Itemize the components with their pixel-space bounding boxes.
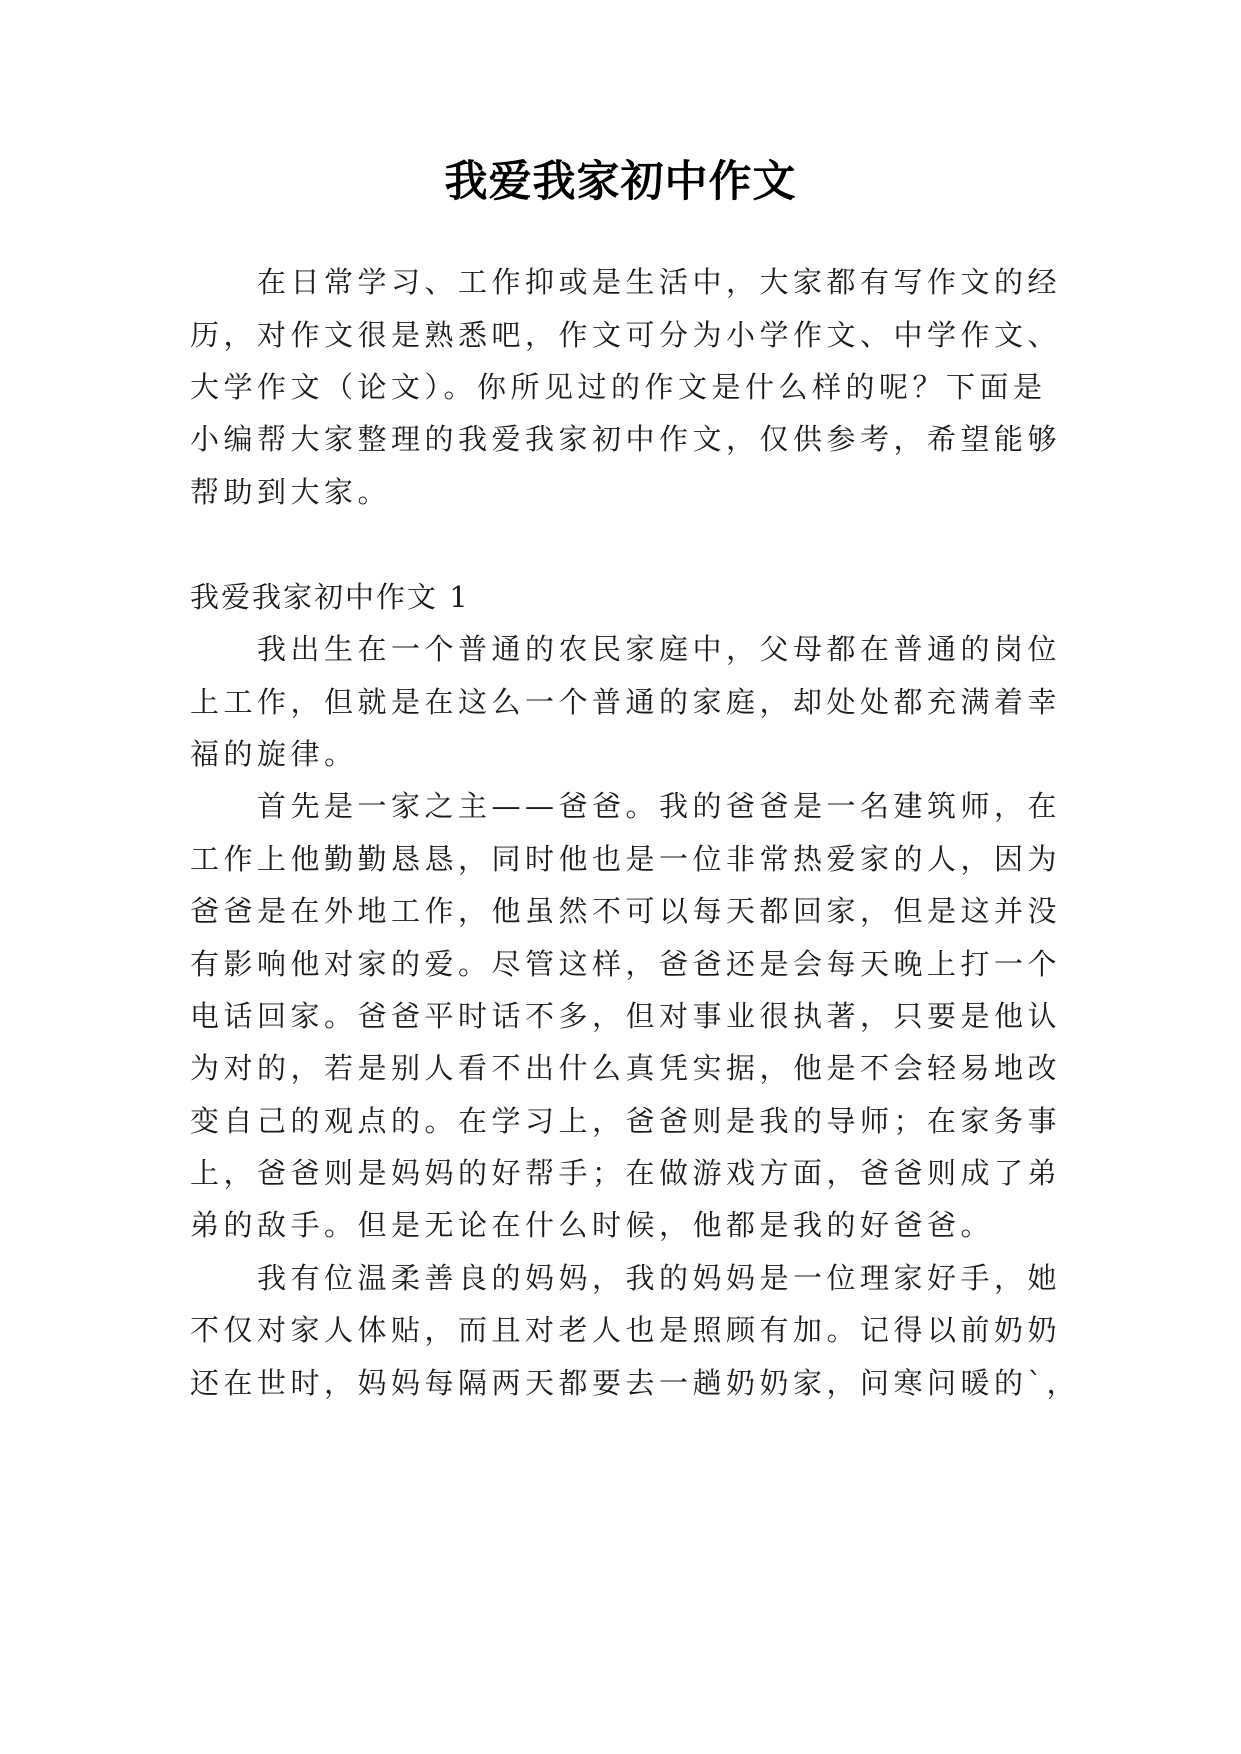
paragraph-line: 爸爸是在外地工作，他虽然不可以每天都回家，但是这并没 (190, 894, 1062, 928)
paragraph-line: 首先是一家之主——爸爸。我的爸爸是一名建筑师，在 (257, 789, 1062, 823)
intro-line: 大学作文（论文）。你所见过的作文是什么样的呢？下面是 (190, 370, 1047, 404)
paragraph-line: 有影响他对家的爱。尽管这样，爸爸还是会每天晚上打一个 (190, 947, 1062, 981)
intro-line: 小编帮大家整理的我爱我家初中作文，仅供参考，希望能够 (190, 422, 1062, 456)
paragraph-line: 为对的，若是别人看不出什么真凭实据，他是不会轻易地改 (190, 1051, 1062, 1085)
paragraph-line: 不仅对家人体贴，而且对老人也是照顾有加。记得以前奶奶 (190, 1313, 1062, 1347)
paragraph-line: 我出生在一个普通的农民家庭中，父母都在普通的岗位 (257, 632, 1062, 666)
paragraph-line: 弟的敌手。但是无论在什么时候，他都是我的好爸爸。 (190, 1208, 995, 1242)
paragraph-line: 我有位温柔善良的妈妈，我的妈妈是一位理家好手，她 (257, 1261, 1062, 1295)
paragraph-line: 还在世时，妈妈每隔两天都要去一趟奶奶家，问寒问暖的`， (190, 1366, 1081, 1400)
intro-line: 帮助到大家。 (190, 475, 392, 509)
paragraph-line: 变自己的观点的。在学习上，爸爸则是我的导师；在家务事 (190, 1104, 1062, 1138)
paragraph-line: 工作上他勤勤恳恳，同时他也是一位非常热爱家的人，因为 (190, 842, 1062, 876)
paragraph-line: 电话回家。爸爸平时话不多，但对事业很执著，只要是他认 (190, 999, 1062, 1033)
paragraph-line: 上，爸爸则是妈妈的好帮手；在做游戏方面，爸爸则成了弟 (190, 1156, 1062, 1190)
intro-line: 在日常学习、工作抑或是生活中，大家都有写作文的经 (257, 265, 1062, 299)
paragraph-line: 上工作，但就是在这么一个普通的家庭，却处处都充满着幸 (190, 685, 1062, 719)
section-heading: 我爱我家初中作文 1 (190, 580, 470, 614)
document-title: 我爱我家初中作文 (444, 157, 797, 207)
intro-line: 历，对作文很是熟悉吧，作文可分为小学作文、中学作文、 (190, 318, 1062, 352)
paragraph-line: 福的旋律。 (190, 737, 358, 771)
